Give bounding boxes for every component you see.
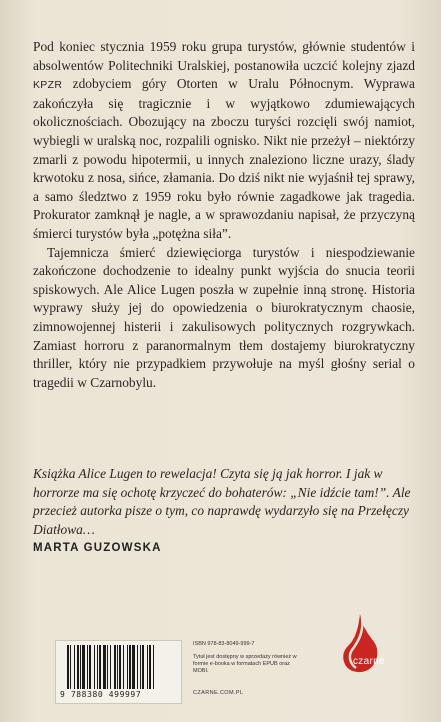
description-paragraph-2: Tajemnicza śmierć dziewięciorga turystów i niespodziewanie zakończone dochodzenie to idealny punkt wyjścia do snucia teorii spiskowych. Ale Alice Lugen poszła w zupełnie inną stronę. Historia wyprawy służy jej do opowiedzenia o biurokratycznym chaosie, zimnowojennej histerii i zakulisowych politycznych rozgrywkach. Zamiast horroru z paranormalnym tłem dostajemy biurokratyczny thriller, który nie przypadkiem przywołuje na myśl głośny serial o tragedii w Czarnobylu. [33, 244, 415, 390]
isbn-label: ISBN 978-83-8049-999-7 [193, 641, 255, 647]
review-blurb [33, 465, 415, 539]
publisher-website: CZARNE.COM.PL [193, 690, 244, 696]
description-p1-end: zdobyciem góry Otorten w Uralu Północnym. Wyprawa zakończyła się tragicznie i w wyjątkowo zdumiewających okolicznościach. Obozujący na zboczu turyści rozcięli swój namiot, wybiegli w uralską noc, rozpalili ognisko. Nikt nie przeżył – niektórzy zmarli z powodu hipotermii, u innych znaleziono liczne urazy, ślady krwotoku z nosa, sińce, złamania. Do dziś nikt nie wyjaśnił tej sprawy, a samo śledztwo z 1959 roku było równie zagadkowe jak tragedia. Prokurator zamknął je nagle, a w sprawozdaniu napisał, że przyczyną śmierci turystów była „potężna siła”. [33, 76, 415, 241]
kpzr-acronym: KPZR [33, 79, 63, 92]
description-paragraph-1 [33, 38, 415, 244]
description-p1-start: Pod koniec stycznia 1959 roku grupa turystów, głównie studentów i absolwentów Politechniki Uralskiej, postanowiła uczcić kolejny zjazd [33, 39, 415, 73]
book-description [33, 38, 415, 392]
publisher-name: czarne [353, 656, 385, 667]
barcode-image [67, 645, 171, 689]
barcode-digits: 9 788380 499997 [60, 690, 142, 699]
review-quote: Książka Alice Lugen to rewelacja! Czyta się ją jak horror. I jak w horrorze ma się ochotę krzyczeć do bohaterów: „Nie idźcie tam!”. Ale przecież autorka pisze o tym, co naprawdę wydarzyło się na Przełęczy Diatłowa… [33, 466, 411, 537]
review-author: MARTA GUZOWSKA [33, 542, 162, 554]
ebook-info: Tytuł jest dostępny w sprzedaży również w formie e-booka w formatach EPUB oraz MOBI. [193, 654, 297, 674]
